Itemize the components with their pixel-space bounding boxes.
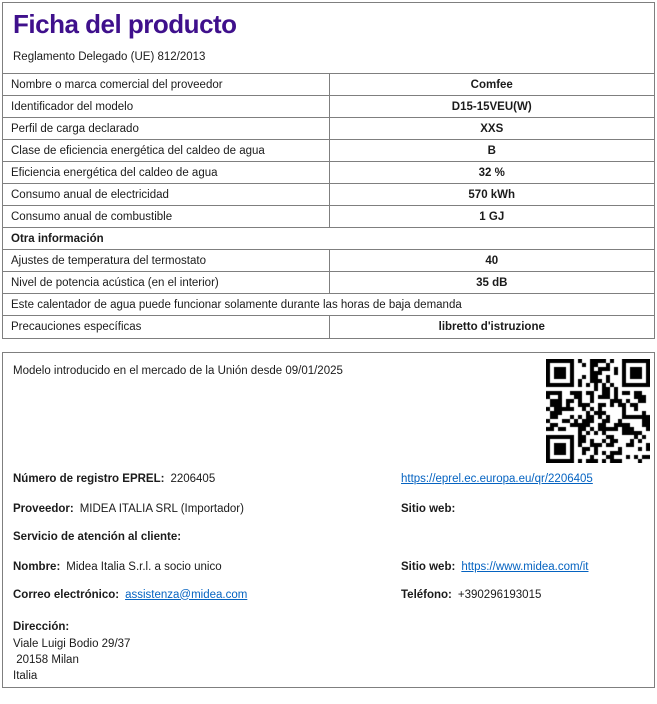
email-link[interactable]: assistenza@midea.com	[125, 588, 248, 601]
table-row	[3, 206, 654, 228]
row-label: Este calentador de agua puede funcionar solamente durante las horas de baja demanda	[3, 294, 654, 316]
phone-value: +390296193015	[457, 588, 542, 601]
table-row	[3, 272, 654, 294]
supplier-value: MIDEA ITALIA SRL (Importador)	[79, 502, 244, 515]
qr-code-icon	[546, 359, 650, 463]
row-value: 1 GJ	[329, 206, 654, 228]
row-label: Nombre o marca comercial del proveedor	[3, 74, 329, 96]
row-value: B	[329, 140, 654, 162]
row-label: Ajustes de temperatura del termostato	[3, 250, 329, 272]
fiche-box	[2, 2, 655, 339]
row-label: Perfil de carga declarado	[3, 118, 329, 140]
row-label: Clase de eficiencia energética del caldeo de agua	[3, 140, 329, 162]
website2-label: Sitio web:	[401, 560, 456, 573]
regulation-reference: Reglamento Delegado (UE) 812/2013	[13, 51, 206, 63]
row-value: 40	[329, 250, 654, 272]
eprel-link[interactable]: https://eprel.ec.europa.eu/qr/2206405	[401, 472, 593, 485]
table-row	[3, 184, 654, 206]
name-line	[13, 561, 222, 573]
row-label: Identificador del modelo	[3, 96, 329, 118]
customer-service-line	[13, 531, 187, 543]
supplier-label: Proveedor:	[13, 502, 74, 515]
table-row	[3, 228, 654, 250]
market-info-box	[2, 352, 655, 688]
table-row	[3, 74, 654, 96]
eprel-label: Número de registro EPREL:	[13, 472, 165, 485]
address-line-1: Viale Luigi Bodio 29/37	[13, 637, 131, 650]
row-value: 570 kWh	[329, 184, 654, 206]
product-parameters-table	[3, 73, 654, 338]
supplier-line	[13, 503, 244, 515]
website-label: Sitio web:	[401, 502, 456, 515]
row-label: Consumo anual de combustible	[3, 206, 329, 228]
row-value: XXS	[329, 118, 654, 140]
email-label: Correo electrónico:	[13, 588, 120, 601]
row-label: Otra información	[3, 228, 654, 250]
row-value: Comfee	[329, 74, 654, 96]
phone-line	[401, 589, 541, 601]
product-fiche-page	[0, 2, 657, 704]
address-line-3: Italia	[13, 669, 38, 682]
row-value: 35 dB	[329, 272, 654, 294]
table-row	[3, 96, 654, 118]
email-line	[13, 589, 247, 601]
phone-label: Teléfono:	[401, 588, 452, 601]
row-value: D15-15VEU(W)	[329, 96, 654, 118]
market-intro-text: Modelo introducido en el mercado de la Unión desde 09/01/2025	[13, 364, 343, 377]
row-value: 32 %	[329, 162, 654, 184]
eprel-registration-line	[13, 473, 215, 485]
website2-line	[401, 561, 589, 573]
website-line	[401, 503, 461, 515]
customer-service-label: Servicio de atención al cliente:	[13, 530, 182, 543]
eprel-value: 2206405	[170, 472, 216, 485]
table-row	[3, 140, 654, 162]
row-label: Eficiencia energética del caldeo de agua	[3, 162, 329, 184]
page-title: Ficha del producto	[13, 9, 237, 39]
table-row	[3, 118, 654, 140]
name-label: Nombre:	[13, 560, 61, 573]
name-value: Midea Italia S.r.l. a socio unico	[66, 560, 222, 573]
row-label: Consumo anual de electricidad	[3, 184, 329, 206]
table-row	[3, 294, 654, 316]
table-row	[3, 250, 654, 272]
row-label: Precauciones específicas	[3, 316, 329, 338]
row-value: libretto d'istruzione	[329, 316, 654, 338]
eprel-link-line	[401, 473, 593, 485]
address-label: Dirección:	[13, 620, 70, 633]
address-block	[13, 636, 130, 684]
row-label: Nivel de potencia acústica (en el interior)	[3, 272, 329, 294]
address-line-2: 20158 Milan	[13, 653, 79, 666]
website2-link[interactable]: https://www.midea.com/it	[461, 560, 589, 573]
table-row	[3, 316, 654, 338]
address-label-line	[13, 621, 75, 633]
table-row	[3, 162, 654, 184]
